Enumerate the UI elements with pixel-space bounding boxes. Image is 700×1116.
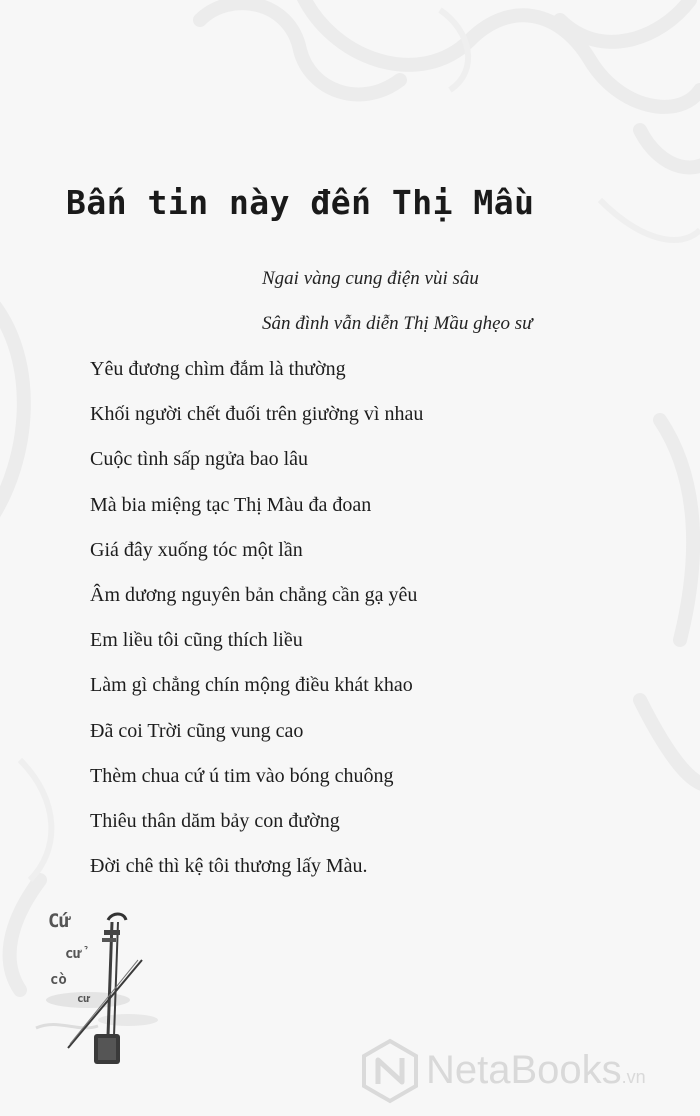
verse-line: Thèm chua cứ ú tim vào bóng chuông <box>90 764 394 787</box>
verse-line: Em liều tôi cũng thích liều <box>90 629 303 652</box>
logo-name: NetaBooks <box>426 1048 622 1092</box>
instrument-illustration <box>28 908 178 1068</box>
poem-verses <box>90 358 423 900</box>
poem-title: Bấn tin này đến Thị Mầu <box>66 183 535 222</box>
verse-line: Cuộc tình sấp ngửa bao lâu <box>90 448 309 471</box>
verse-line: Thiêu thân dăm bảy con đường <box>90 809 340 832</box>
verse-line: Giá đây xuống tóc một lần <box>90 538 303 561</box>
epigraph-line: Sân đình vẫn diễn Thị Mầu ghẹo sư <box>262 313 533 334</box>
verse-line: Khối người chết đuối trên giường vì nhau <box>90 403 424 426</box>
netabooks-wordmark <box>426 1048 646 1093</box>
epigraph <box>262 268 533 358</box>
dan-nhi-icon <box>28 908 178 1068</box>
stamp-word-4: cư <box>77 992 91 1005</box>
verse-line: Yêu đương chìm đắm là thường <box>90 358 346 380</box>
verse-line: Âm dương nguyên bản chẳng cần gạ yêu <box>90 583 418 606</box>
netabooks-logo-icon <box>360 1038 420 1104</box>
verse-line: Đã coi Trời cũng vung cao <box>90 719 304 742</box>
verse-line: Đời chê thì kệ tôi thương lấy Màu. <box>90 855 368 878</box>
epigraph-line: Ngai vàng cung điện vùi sâu <box>262 268 479 289</box>
logo-suffix: .vn <box>621 1067 646 1087</box>
netabooks-watermark <box>360 1038 690 1108</box>
stamp-word-2: cử <box>65 946 82 962</box>
verse-line: Làm gì chẳng chín mộng điều khát khao <box>90 674 413 697</box>
verse-line: Mà bia miệng tạc Thị Màu đa đoan <box>90 493 372 516</box>
stamp-word-1: Cứ <box>48 910 71 932</box>
stamp-word-3: cò <box>50 972 67 988</box>
